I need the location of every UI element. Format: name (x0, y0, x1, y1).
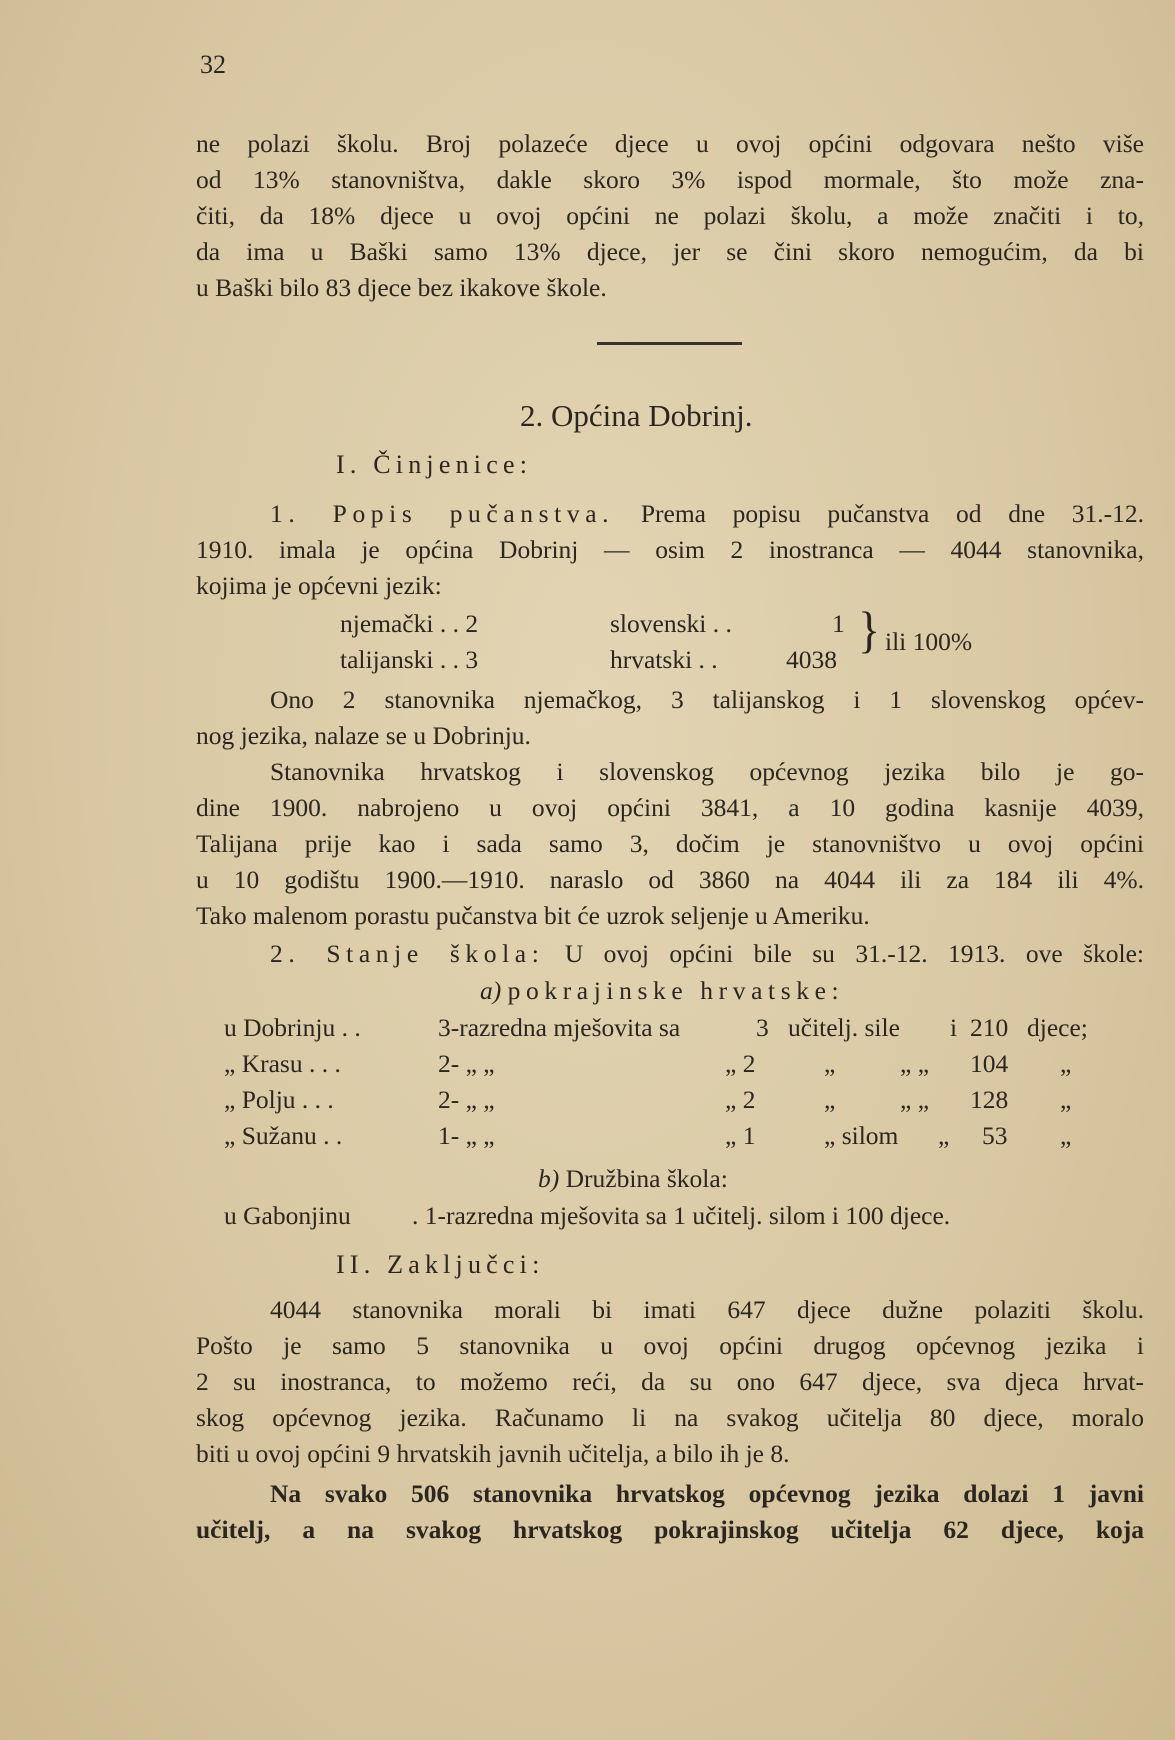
conclusion-paragraph (196, 1292, 1144, 1472)
text-line: kojima je općevni jezik: (196, 571, 442, 600)
school-unit: „ (824, 1049, 836, 1078)
letter-b: b) (538, 1164, 560, 1193)
school-conj: i (950, 1013, 958, 1042)
heading-provincial (480, 976, 844, 1006)
text-line: da ima u Baški samo 13% djece, jer se čini skoro nemogućim, da bi (196, 237, 1144, 266)
text-line: biti u ovoj općini 9 hrvatskih javnih učitelja, a bilo ih je 8. (196, 1439, 790, 1468)
text-line: Na svako 506 stanovnika hrvatskog općevnog jezika dolazi 1 javni (270, 1479, 1144, 1508)
lang-croatian-count: 4038 (786, 645, 837, 674)
text-line: dine 1900. nabrojeno u ovoj općini 3841, a 10 godina kasnije 4039, (196, 793, 1144, 822)
school-children: 128 (970, 1085, 1009, 1114)
schools-intro (196, 936, 1144, 972)
heading-society (538, 1164, 728, 1194)
text-line: Ono 2 stanovnika njemačkog, 3 talijanskog i 1 slovenskog općev- (270, 685, 1144, 714)
school-end: „ (1060, 1085, 1072, 1114)
brace-symbol: } (858, 601, 881, 658)
lang-slovene-label: slovenski . . (610, 609, 732, 638)
page-number: 32 (200, 50, 226, 79)
minority-paragraph (196, 682, 1144, 754)
stanje-label: 2. Stanje škola: (270, 939, 545, 968)
lang-slovene-count: 1 (832, 609, 845, 638)
school-teachers: „ 2 (725, 1049, 756, 1078)
subheading-conclusions: II. Zaključci: (336, 1250, 545, 1279)
lang-total: ili 100% (885, 627, 973, 656)
school-end: „ (1060, 1121, 1072, 1150)
heading-society-text: Družbina škola: (565, 1164, 728, 1193)
text-line: Pošto je samo 5 stanovnika u ovoj općini drugog općevnog jezika i (196, 1331, 1144, 1360)
lang-italian: talijanski . . 3 (340, 645, 479, 674)
school-conj: „ (938, 1121, 950, 1150)
school-conj: „ „ (900, 1085, 930, 1114)
census-paragraph (196, 496, 1144, 604)
school-conj: „ „ (900, 1049, 930, 1078)
stanje-text: U ovoj općini bile su 31.-12. 1913. ove škole: (564, 939, 1144, 968)
section-title: 2. Općina Dobrinj. (520, 398, 753, 433)
text-line: čiti, da 18% djece u ovoj općini ne polazi školu, a može značiti i to, (196, 201, 1144, 230)
lang-german: njemački . . 2 (340, 609, 479, 638)
growth-paragraph (196, 754, 1144, 934)
school-teachers: 3 (756, 1013, 769, 1042)
teacher-ratio-paragraph (196, 1476, 1144, 1548)
text-line: u Baški bilo 83 djece bez ikakove škole. (196, 273, 607, 302)
school-end: „ (1060, 1049, 1072, 1078)
school-children: 210 (970, 1013, 1009, 1042)
school-place: „ Krasu . . . (224, 1049, 341, 1078)
school-unit: učitelj. sile (788, 1013, 900, 1042)
school-type: 3-razredna mješovita sa (438, 1013, 681, 1042)
letter-a: a) (480, 976, 502, 1005)
school-place: „ Sužanu . . (224, 1121, 343, 1150)
school-end: djece; (1027, 1013, 1088, 1042)
school-children: 53 (982, 1121, 1008, 1150)
school-unit: „ silom (824, 1121, 899, 1150)
popis-label: 1. Popis pučanstva. (270, 499, 615, 528)
school-row (224, 1201, 1124, 1237)
school-row (224, 1049, 1124, 1085)
school-details: . 1-razredna mješovita sa 1 učitelj. silom i 100 djece. (412, 1201, 951, 1230)
text-line: 1910. imala je općina Dobrinj — osim 2 inostranca — 4044 stanovnika, (196, 535, 1144, 564)
text-line: nog jezika, nalaze se u Dobrinju. (196, 721, 531, 750)
section-divider (597, 342, 742, 345)
text-line: Stanovnika hrvatskog i slovenskog općevnog jezika bilo je go- (270, 757, 1144, 786)
text-line: ne polazi školu. Broj polazeće djece u ovoj općini odgovara nešto više (196, 129, 1144, 158)
school-type: 1- „ „ (438, 1121, 495, 1150)
text-line: skog općevnog jezika. Računamo li na svakog učitelja 80 djece, moralo (196, 1403, 1144, 1432)
school-type: 2- „ „ (438, 1049, 495, 1078)
school-place: „ Polju . . . (224, 1085, 334, 1114)
school-teachers: „ 1 (725, 1121, 756, 1150)
school-teachers: „ 2 (725, 1085, 756, 1114)
text-line: 2 su inostranca, to možemo reći, da su ono 647 djece, sva djeca hrvat- (196, 1367, 1144, 1396)
text-line (196, 496, 1144, 532)
text-line: Tako malenom porastu pučanstva bit će uzrok seljenje u Ameriku. (196, 901, 870, 930)
text-line: u 10 godištu 1900.—1910. naraslo od 3860 na 4044 ili za 184 ili 4%. (196, 865, 1144, 894)
school-row (224, 1085, 1124, 1121)
school-unit: „ (824, 1085, 836, 1114)
text-line: 4044 stanovnika morali bi imati 647 djece dužne polaziti školu. (270, 1295, 1144, 1324)
school-type: 2- „ „ (438, 1085, 495, 1114)
text-line: od 13% stanovništva, dakle skoro 3% ispod mormale, što može zna- (196, 165, 1144, 194)
lang-croatian-label: hrvatski . . (610, 645, 718, 674)
school-row (224, 1121, 1124, 1157)
text-line (196, 936, 1144, 972)
school-place: u Dobrinju . . (224, 1013, 361, 1042)
text-line: Talijana prije kao i sada samo 3, dočim je stanovništvo u ovoj općini (196, 829, 1144, 858)
heading-provincial-text: pokrajinske hrvatske: (507, 976, 845, 1005)
school-children: 104 (970, 1049, 1009, 1078)
subheading-facts: I. Činjenice: (336, 450, 533, 479)
school-place: u Gabonjinu (224, 1201, 351, 1230)
school-row (224, 1013, 1124, 1049)
text-line: učitelj, a na svakog hrvatskog pokrajinskog učitelja 62 djece, koja (196, 1515, 1144, 1544)
intro-paragraph (196, 126, 1144, 306)
popis-text: Prema popisu pučanstva od dne 31.-12. (640, 499, 1144, 528)
